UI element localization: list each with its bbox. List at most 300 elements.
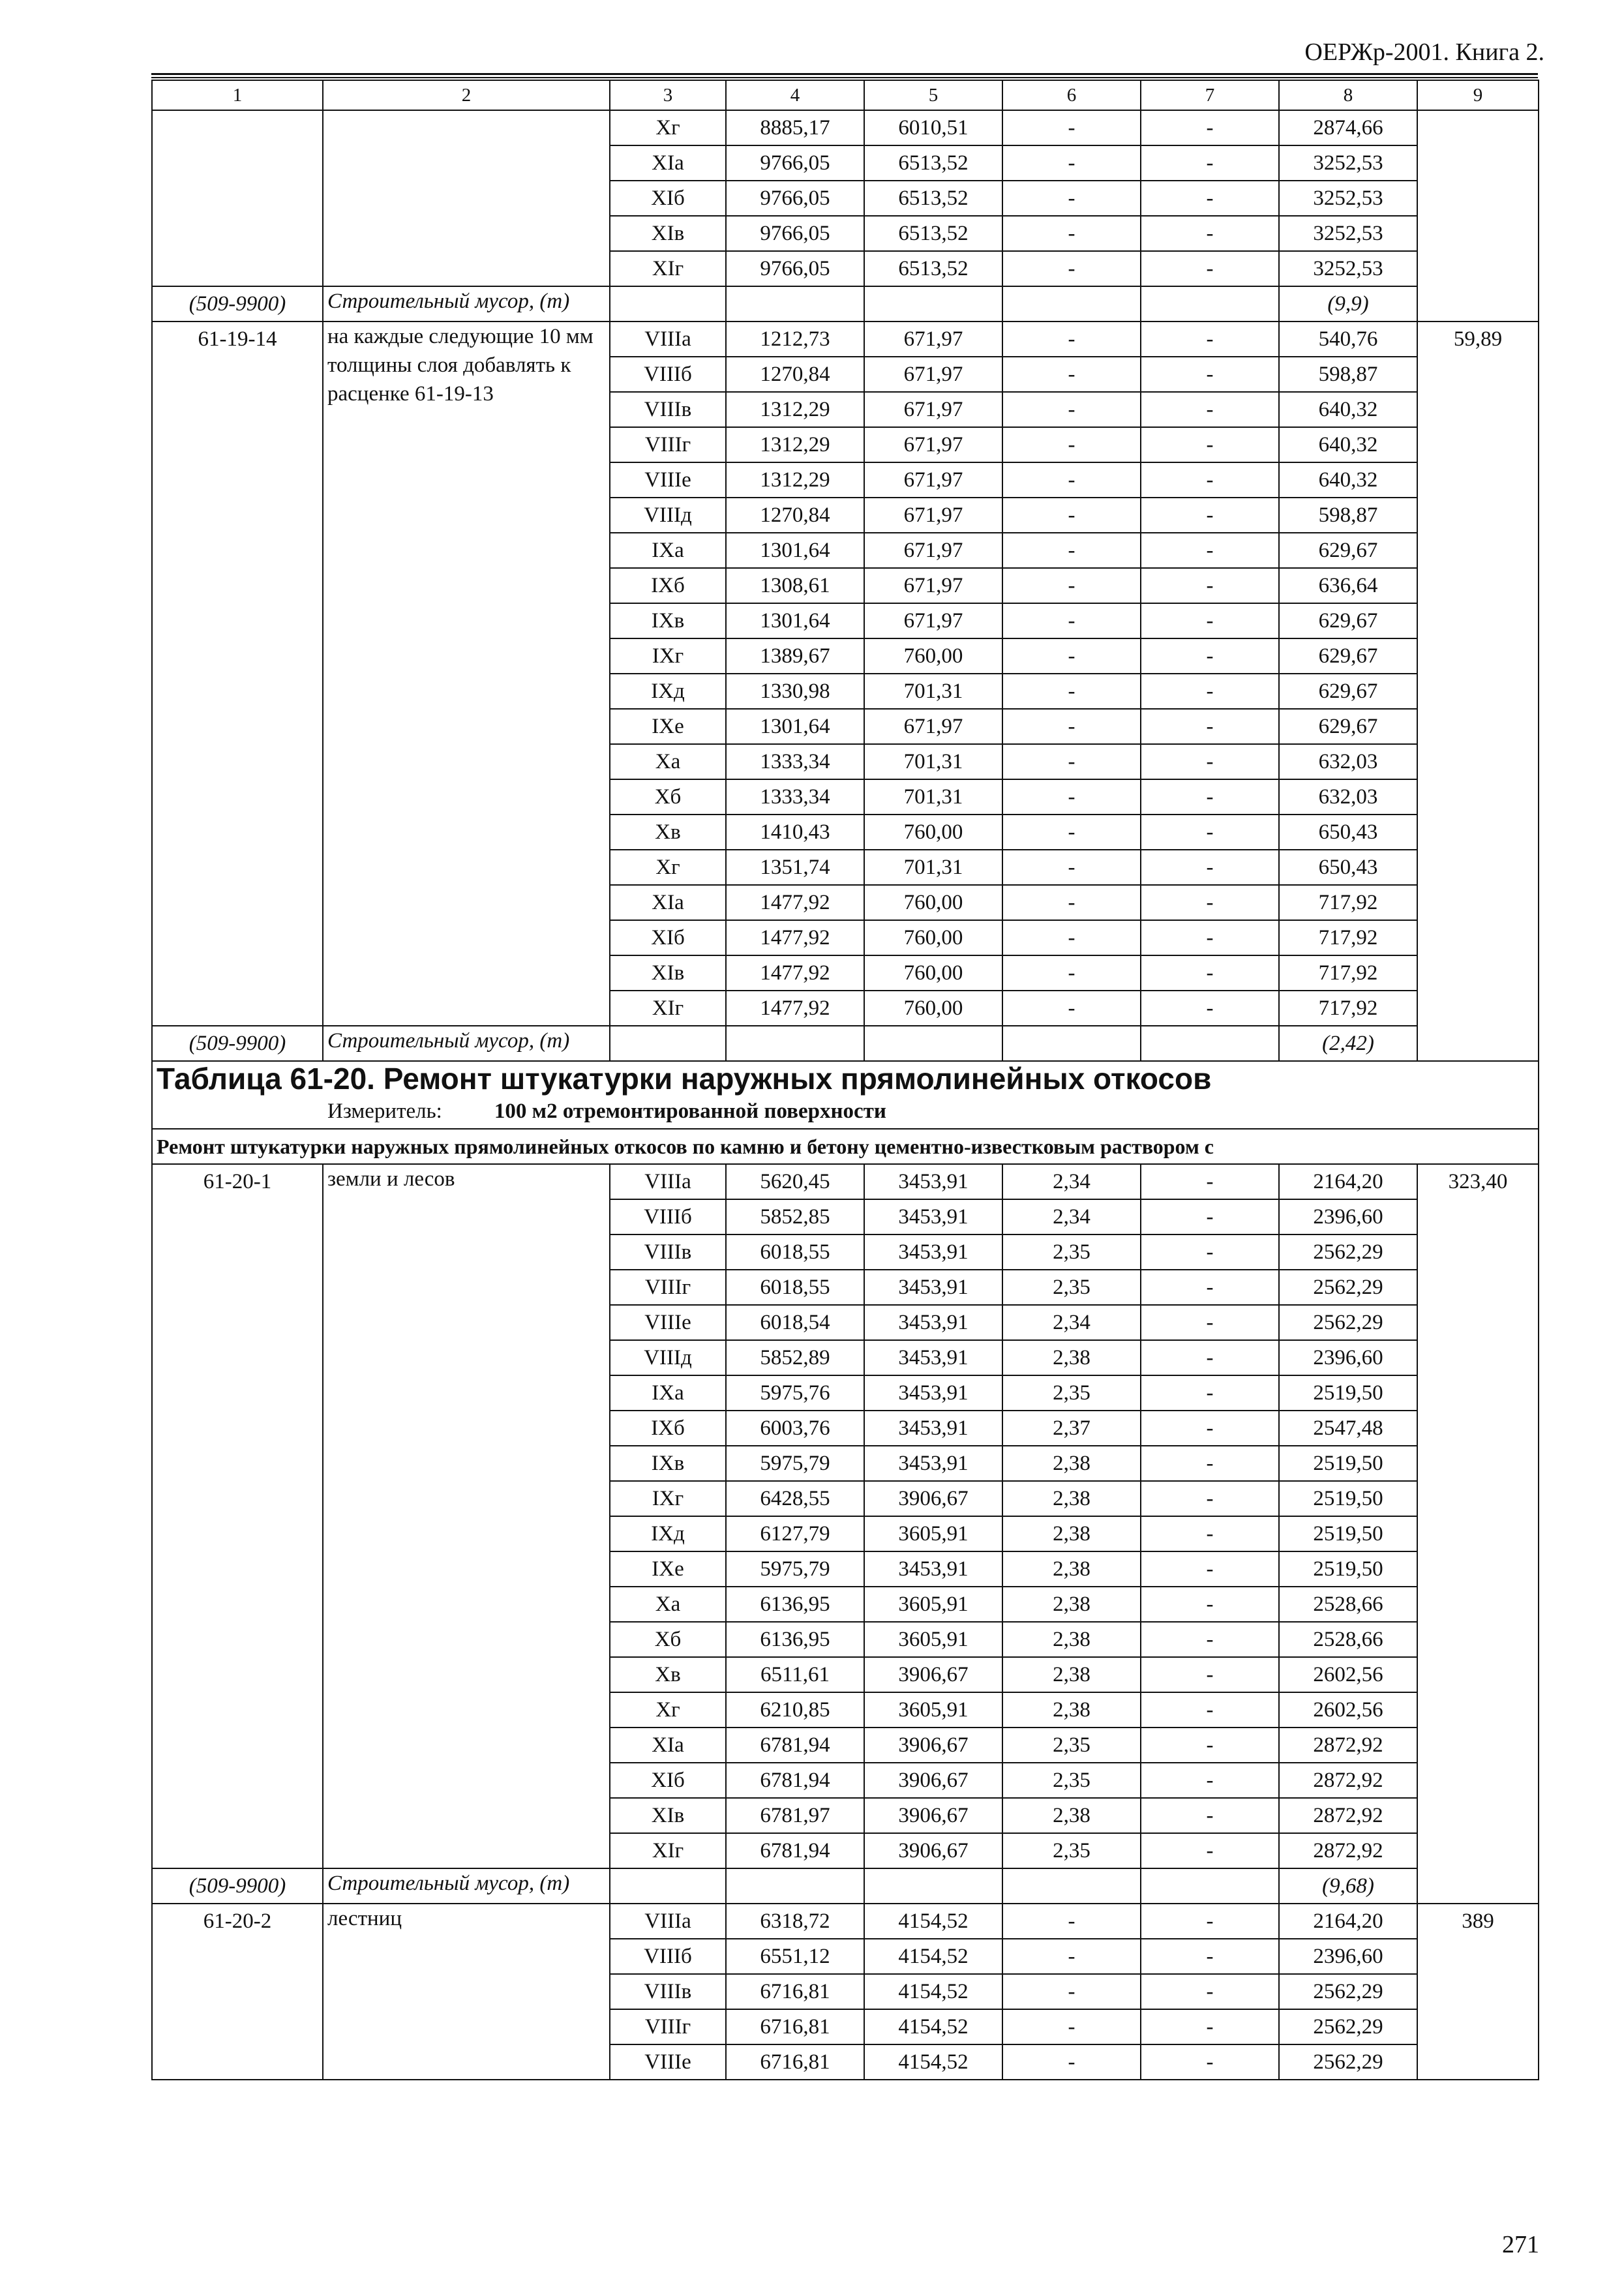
table-cell: 3252,53 (1279, 181, 1417, 216)
table-cell: Xг (610, 850, 726, 885)
table-cell: 3453,91 (864, 1164, 1002, 1199)
table-cell: 6003,76 (726, 1411, 864, 1446)
table-cell: 1312,29 (726, 427, 864, 462)
table-cell: 2519,50 (1279, 1375, 1417, 1411)
table-cell: - (1141, 1375, 1279, 1411)
table-cell: VIIIа (610, 1904, 726, 1939)
table-cell: IXв (610, 603, 726, 638)
table-cell: VIIIа (610, 1164, 726, 1199)
table-cell: XIг (610, 251, 726, 286)
rate-col9: 323,40 (1417, 1164, 1539, 1904)
column-number-row (152, 80, 1539, 110)
table-cell: XIа (610, 145, 726, 181)
rate-description (323, 1904, 610, 2080)
table-cell: VIIIа (610, 322, 726, 357)
table-cell: 5975,76 (726, 1375, 864, 1411)
table-cell: 5852,89 (726, 1340, 864, 1375)
empty-cell (1002, 1868, 1141, 1904)
table-cell: - (1141, 1763, 1279, 1798)
table-cell: - (1141, 1798, 1279, 1833)
table-title-row (152, 1061, 1539, 1129)
table-cell: - (1141, 1728, 1279, 1763)
table-cell: 4154,52 (864, 1974, 1002, 2009)
table-cell: 1270,84 (726, 357, 864, 392)
table-cell: - (1002, 674, 1141, 709)
measure-label: Измеритель: (327, 1100, 442, 1123)
table-cell: 760,00 (864, 955, 1002, 991)
table-cell: VIIIг (610, 2009, 726, 2044)
table-cell: 4154,52 (864, 2044, 1002, 2080)
table-cell: 3252,53 (1279, 216, 1417, 251)
table-cell: 717,92 (1279, 885, 1417, 920)
table-cell: - (1141, 744, 1279, 779)
table-cell: 6318,72 (726, 1904, 864, 1939)
table-cell: 6428,55 (726, 1481, 864, 1516)
table-cell: Xа (610, 1587, 726, 1622)
header-rule (151, 73, 1538, 75)
table-cell: 3906,67 (864, 1833, 1002, 1868)
table-cell: 1333,34 (726, 779, 864, 815)
table-cell: 2,38 (1002, 1657, 1141, 1692)
table-cell: - (1002, 216, 1141, 251)
empty-cell (610, 1026, 726, 1061)
table-cell: IXе (610, 1551, 726, 1587)
table-cell: 6513,52 (864, 251, 1002, 286)
table-cell: 632,03 (1279, 779, 1417, 815)
table-cell: 3906,67 (864, 1728, 1002, 1763)
table-cell: - (1141, 427, 1279, 462)
table-cell: 3453,91 (864, 1234, 1002, 1270)
table-cell: - (1141, 1587, 1279, 1622)
table-cell: 2,34 (1002, 1164, 1141, 1199)
table-cell: - (1002, 1974, 1141, 2009)
table-cell: 6716,81 (726, 2009, 864, 2044)
table-cell: 2547,48 (1279, 1411, 1417, 1446)
waste-name (323, 1026, 610, 1061)
table-cell: 2164,20 (1279, 1164, 1417, 1199)
table-cell: 3605,91 (864, 1622, 1002, 1657)
table-cell: 9766,05 (726, 251, 864, 286)
table-cell: - (1141, 1622, 1279, 1657)
table-cell: 3453,91 (864, 1305, 1002, 1340)
table-cell: 2602,56 (1279, 1692, 1417, 1728)
table-cell: - (1141, 216, 1279, 251)
table-cell: Xг (610, 1692, 726, 1728)
table-cell: - (1141, 568, 1279, 603)
empty-cell (726, 1868, 864, 1904)
table-cell: - (1141, 2044, 1279, 2080)
section-heading: Ремонт штукатурки наружных прямолинейных откосов по камню и бетону цементно-известковым раствором с (152, 1129, 1539, 1164)
empty-cell (864, 1868, 1002, 1904)
table-cell: 2,35 (1002, 1763, 1141, 1798)
table-cell: 717,92 (1279, 991, 1417, 1026)
table-cell: - (1141, 1692, 1279, 1728)
table-cell: 629,67 (1279, 709, 1417, 744)
table-cell: 2,38 (1002, 1692, 1141, 1728)
table-cell: 6551,12 (726, 1939, 864, 1974)
table-cell: 1333,34 (726, 744, 864, 779)
table-cell: 2519,50 (1279, 1551, 1417, 1587)
table-cell: 640,32 (1279, 427, 1417, 462)
table-cell: 6136,95 (726, 1587, 864, 1622)
table-row (152, 322, 1539, 357)
table-cell: 2,34 (1002, 1305, 1141, 1340)
column-number: 3 (610, 80, 726, 110)
empty-cell (864, 286, 1002, 322)
table-cell: VIIIв (610, 1974, 726, 2009)
table-cell: - (1141, 885, 1279, 920)
table-cell: - (1141, 2009, 1279, 2044)
table-cell: 2,35 (1002, 1375, 1141, 1411)
table-cell: - (1141, 110, 1279, 145)
table-cell: 2,35 (1002, 1234, 1141, 1270)
table-cell: 671,97 (864, 709, 1002, 744)
table-cell: 2519,50 (1279, 1446, 1417, 1481)
rates-table (151, 80, 1539, 2080)
table-cell: 629,67 (1279, 533, 1417, 568)
header-rule (151, 77, 1538, 78)
waste-row (152, 1026, 1539, 1061)
table-cell: 2,35 (1002, 1270, 1141, 1305)
table-cell: - (1002, 744, 1141, 779)
table-cell: 2562,29 (1279, 2009, 1417, 2044)
table-cell: - (1141, 603, 1279, 638)
table-cell: 650,43 (1279, 815, 1417, 850)
table-cell: 2562,29 (1279, 1270, 1417, 1305)
column-number: 1 (152, 80, 323, 110)
description-text: лестниц (327, 1907, 402, 1930)
table-cell: 6513,52 (864, 181, 1002, 216)
table-cell: - (1141, 1657, 1279, 1692)
table-cell: VIIIб (610, 1199, 726, 1234)
empty-cell (1141, 286, 1279, 322)
table-cell: 1351,74 (726, 850, 864, 885)
table-cell: 1270,84 (726, 498, 864, 533)
table-cell: 760,00 (864, 920, 1002, 955)
table-cell: 2602,56 (1279, 1657, 1417, 1692)
table-cell: 2872,92 (1279, 1833, 1417, 1868)
section-row (152, 1129, 1539, 1164)
table-cell: - (1141, 1939, 1279, 1974)
table-cell: 4154,52 (864, 1904, 1002, 1939)
table-cell: 6513,52 (864, 216, 1002, 251)
waste-name (323, 1868, 610, 1904)
table-cell: 2,38 (1002, 1587, 1141, 1622)
table-cell: 2528,66 (1279, 1587, 1417, 1622)
table-cell: XIб (610, 920, 726, 955)
table-cell: - (1141, 392, 1279, 427)
table-cell: 2,38 (1002, 1481, 1141, 1516)
table-cell: 2528,66 (1279, 1622, 1417, 1657)
table-cell: 1308,61 (726, 568, 864, 603)
table-cell: 3906,67 (864, 1657, 1002, 1692)
table-cell: 717,92 (1279, 955, 1417, 991)
waste-code: (509-9900) (152, 286, 323, 322)
table-cell: - (1141, 638, 1279, 674)
table-cell: - (1141, 1551, 1279, 1587)
table-cell: 2,37 (1002, 1411, 1141, 1446)
column-number: 7 (1141, 80, 1279, 110)
table-cell: 1477,92 (726, 920, 864, 955)
table-cell: 6781,94 (726, 1728, 864, 1763)
table-cell: VIIIе (610, 462, 726, 498)
table-cell: - (1141, 1516, 1279, 1551)
table-cell: IXа (610, 1375, 726, 1411)
table-cell: 2562,29 (1279, 2044, 1417, 2080)
table-cell: 671,97 (864, 568, 1002, 603)
column-number: 4 (726, 80, 864, 110)
table-cell: 8885,17 (726, 110, 864, 145)
table-cell: - (1002, 638, 1141, 674)
rate-col9: 59,89 (1417, 322, 1539, 1061)
table-cell: VIIIе (610, 2044, 726, 2080)
table-cell: IXг (610, 638, 726, 674)
table-cell: - (1141, 462, 1279, 498)
table-cell: - (1141, 1164, 1279, 1199)
table-cell: 2,35 (1002, 1833, 1141, 1868)
table-cell: 1301,64 (726, 709, 864, 744)
table-cell: - (1141, 1270, 1279, 1305)
table-cell: VIIIе (610, 1305, 726, 1340)
table-cell: Xб (610, 779, 726, 815)
table-cell: - (1002, 815, 1141, 850)
table-cell: 6018,54 (726, 1305, 864, 1340)
table-cell: 636,64 (1279, 568, 1417, 603)
table-cell: - (1002, 110, 1141, 145)
waste-name-text: Строительный мусор, (т) (327, 290, 570, 313)
table-cell: IXд (610, 1516, 726, 1551)
table-cell: 3453,91 (864, 1199, 1002, 1234)
table-cell: 2,35 (1002, 1728, 1141, 1763)
table-cell: 629,67 (1279, 674, 1417, 709)
table-cell: 3453,91 (864, 1340, 1002, 1375)
table-cell: 1330,98 (726, 674, 864, 709)
table-cell: 2,38 (1002, 1446, 1141, 1481)
table-cell: 3906,67 (864, 1481, 1002, 1516)
waste-value: (2,42) (1279, 1026, 1417, 1061)
rate-description (323, 322, 610, 1026)
table-cell: Xг (610, 110, 726, 145)
table-cell: 629,67 (1279, 603, 1417, 638)
table-cell: - (1002, 779, 1141, 815)
table-cell: 2,38 (1002, 1798, 1141, 1833)
table-cell: - (1002, 709, 1141, 744)
table-cell: VIIIг (610, 1270, 726, 1305)
table-cell: 760,00 (864, 991, 1002, 1026)
table-cell: VIIIг (610, 427, 726, 462)
table-cell: - (1002, 322, 1141, 357)
description-text: земли и лесов (327, 1167, 455, 1191)
table-cell: 1477,92 (726, 955, 864, 991)
column-number: 9 (1417, 80, 1539, 110)
table-cell: - (1002, 603, 1141, 638)
table-cell: 2872,92 (1279, 1763, 1417, 1798)
table-cell: 6018,55 (726, 1234, 864, 1270)
table-cell: 2,38 (1002, 1340, 1141, 1375)
table-cell: 6781,94 (726, 1763, 864, 1798)
table-cell: - (1141, 709, 1279, 744)
table-cell: - (1141, 1481, 1279, 1516)
table-cell: 9766,05 (726, 216, 864, 251)
table-cell: 6513,52 (864, 145, 1002, 181)
table-cell: - (1141, 1234, 1279, 1270)
rate-description (323, 110, 610, 286)
table-cell: 3453,91 (864, 1375, 1002, 1411)
table-cell: - (1141, 920, 1279, 955)
table-cell: - (1002, 850, 1141, 885)
table-cell: - (1002, 955, 1141, 991)
table-cell: XIа (610, 1728, 726, 1763)
table-cell: - (1141, 1411, 1279, 1446)
table-cell: IXа (610, 533, 726, 568)
column-number: 6 (1002, 80, 1141, 110)
table-cell: - (1141, 533, 1279, 568)
table-cell: - (1002, 1904, 1141, 1939)
table-cell: - (1002, 427, 1141, 462)
table-cell: 540,76 (1279, 322, 1417, 357)
table-cell: XIб (610, 1763, 726, 1798)
table-cell: - (1002, 498, 1141, 533)
table-cell: 2562,29 (1279, 1305, 1417, 1340)
table-cell: 2396,60 (1279, 1199, 1417, 1234)
table-cell: 671,97 (864, 392, 1002, 427)
table-cell: 671,97 (864, 427, 1002, 462)
table-cell: - (1002, 2009, 1141, 2044)
table-cell: 1410,43 (726, 815, 864, 850)
table-title-text: Таблица 61-20. Ремонт штукатурки наружных прямолинейных откосов (157, 1062, 1212, 1096)
table-cell: - (1141, 357, 1279, 392)
table-cell: - (1141, 1340, 1279, 1375)
table-cell: 629,67 (1279, 638, 1417, 674)
column-number: 8 (1279, 80, 1417, 110)
table-cell: 2872,92 (1279, 1728, 1417, 1763)
waste-name-text: Строительный мусор, (т) (327, 1029, 570, 1053)
table-cell: 3906,67 (864, 1798, 1002, 1833)
waste-value: (9,9) (1279, 286, 1417, 322)
table-cell: 3252,53 (1279, 145, 1417, 181)
empty-cell (1141, 1868, 1279, 1904)
table-cell: 1312,29 (726, 392, 864, 427)
table-cell: IXб (610, 1411, 726, 1446)
table-cell: IXв (610, 1446, 726, 1481)
table-cell: 6010,51 (864, 110, 1002, 145)
table-cell: - (1141, 322, 1279, 357)
empty-cell (1002, 286, 1141, 322)
table-cell: - (1141, 1199, 1279, 1234)
waste-name-text: Строительный мусор, (т) (327, 1872, 570, 1895)
table-cell: 3453,91 (864, 1270, 1002, 1305)
table-cell: 2519,50 (1279, 1481, 1417, 1516)
table-cell: - (1002, 568, 1141, 603)
table-cell: 6127,79 (726, 1516, 864, 1551)
table-cell: 3605,91 (864, 1516, 1002, 1551)
table-cell: - (1141, 1974, 1279, 2009)
table-cell: 5852,85 (726, 1199, 864, 1234)
table-cell: VIIIб (610, 1939, 726, 1974)
waste-value: (9,68) (1279, 1868, 1417, 1904)
table-cell: 5975,79 (726, 1446, 864, 1481)
table-cell: 2,34 (1002, 1199, 1141, 1234)
table-cell: Xв (610, 815, 726, 850)
table-cell: 1212,73 (726, 322, 864, 357)
table-cell: - (1002, 1939, 1141, 1974)
table-cell: 650,43 (1279, 850, 1417, 885)
table-cell: - (1002, 462, 1141, 498)
table-cell: 671,97 (864, 357, 1002, 392)
table-cell: - (1141, 955, 1279, 991)
table-cell: 9766,05 (726, 145, 864, 181)
rate-description (323, 1164, 610, 1868)
table-cell: Xб (610, 1622, 726, 1657)
table-cell: XIв (610, 1798, 726, 1833)
table-cell: XIг (610, 1833, 726, 1868)
table-cell: 6781,94 (726, 1833, 864, 1868)
table-cell: 6018,55 (726, 1270, 864, 1305)
page-header: ОЕРЖр-2001. Книга 2. (1304, 38, 1544, 66)
table-cell: - (1141, 181, 1279, 216)
waste-code: (509-9900) (152, 1868, 323, 1904)
empty-cell (864, 1026, 1002, 1061)
table-cell: 2,38 (1002, 1622, 1141, 1657)
table-cell: - (1141, 674, 1279, 709)
empty-cell (726, 1026, 864, 1061)
table-row (152, 1904, 1539, 1939)
waste-row (152, 286, 1539, 322)
table-cell: IXд (610, 674, 726, 709)
table-cell: XIа (610, 885, 726, 920)
table-cell: 6716,81 (726, 1974, 864, 2009)
waste-code: (509-9900) (152, 1026, 323, 1061)
table-cell: - (1002, 251, 1141, 286)
table-cell: - (1002, 533, 1141, 568)
table-cell: 760,00 (864, 885, 1002, 920)
table-cell: - (1002, 392, 1141, 427)
empty-cell (1141, 1026, 1279, 1061)
table-cell: 1301,64 (726, 603, 864, 638)
table-cell: 2164,20 (1279, 1904, 1417, 1939)
table-cell: 3906,67 (864, 1763, 1002, 1798)
table-cell: 760,00 (864, 815, 1002, 850)
table-cell: 701,31 (864, 744, 1002, 779)
table-cell: 3453,91 (864, 1446, 1002, 1481)
table-cell: 2872,92 (1279, 1798, 1417, 1833)
empty-cell (726, 286, 864, 322)
table-cell: - (1002, 885, 1141, 920)
table-cell: - (1141, 991, 1279, 1026)
column-number: 2 (323, 80, 610, 110)
table-cell: - (1141, 779, 1279, 815)
table-cell: 760,00 (864, 638, 1002, 674)
empty-cell (610, 1868, 726, 1904)
waste-row (152, 1868, 1539, 1904)
table-cell: VIIIд (610, 1340, 726, 1375)
table-cell: IXб (610, 568, 726, 603)
table-cell: 701,31 (864, 850, 1002, 885)
table-cell: - (1002, 991, 1141, 1026)
table-cell: 671,97 (864, 498, 1002, 533)
table-cell: 701,31 (864, 779, 1002, 815)
rate-code (152, 110, 323, 286)
table-cell: 4154,52 (864, 2009, 1002, 2044)
table-cell: Xа (610, 744, 726, 779)
table-cell: Xв (610, 1657, 726, 1692)
table-cell: 671,97 (864, 533, 1002, 568)
rate-col9: 389 (1417, 1904, 1539, 2080)
waste-name (323, 286, 610, 322)
table-row (152, 110, 1539, 145)
table-cell: 2562,29 (1279, 1234, 1417, 1270)
table-cell: 2396,60 (1279, 1340, 1417, 1375)
